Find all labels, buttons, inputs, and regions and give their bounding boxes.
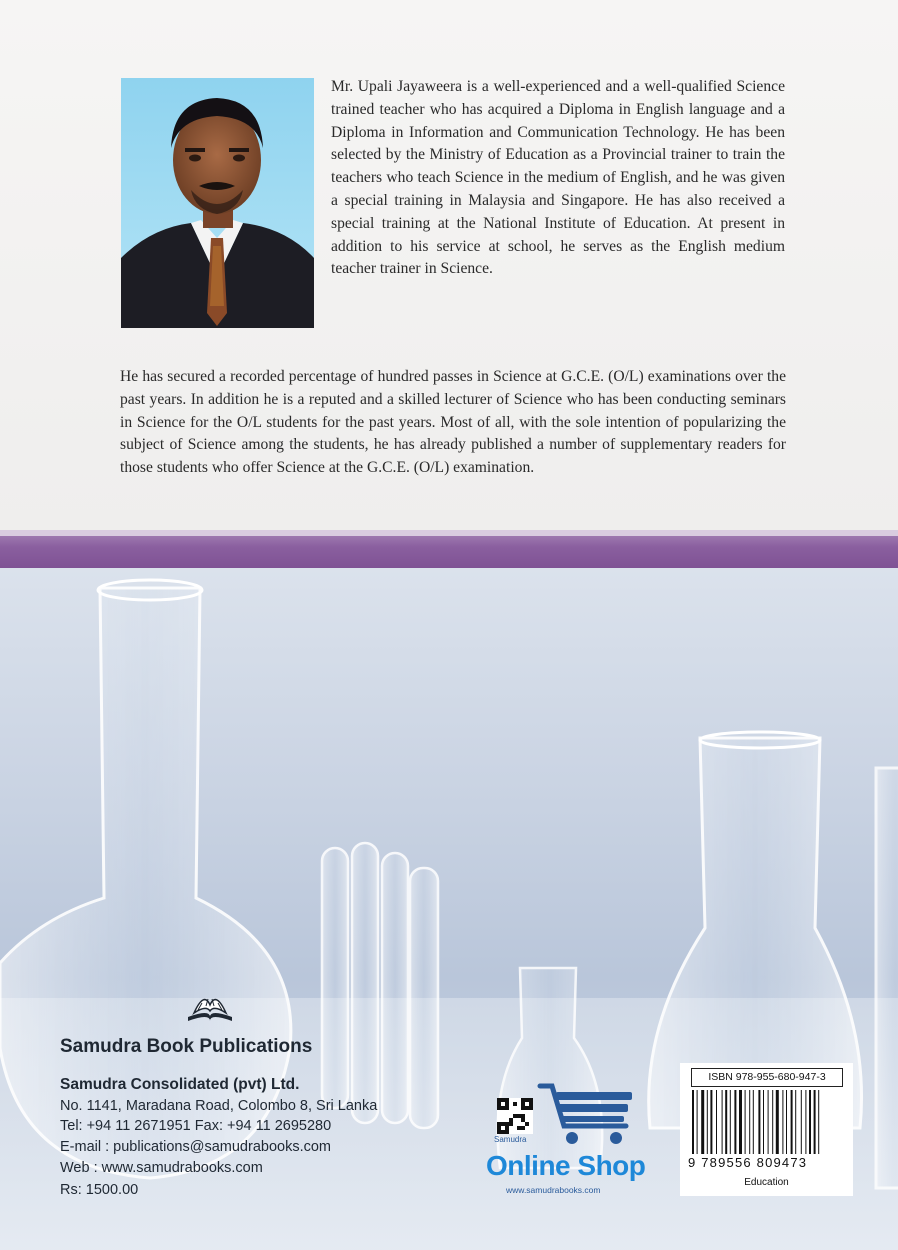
publisher-website: Web : www.samudrabooks.com xyxy=(60,1160,263,1176)
barcode xyxy=(692,1090,845,1154)
isbn-barcode-panel xyxy=(680,1063,853,1196)
online-shop-brand: Samudra xyxy=(494,1135,527,1144)
publisher-phone: Tel: +94 11 2671951 Fax: +94 11 2695280 xyxy=(60,1118,332,1134)
publisher-address: No. 1141, Maradana Road, Colombo 8, Sri Lanka xyxy=(60,1098,378,1114)
publisher-name: Samudra Book Publications xyxy=(60,1036,313,1057)
online-shop-label: Online Shop xyxy=(486,1150,646,1181)
purple-divider-band xyxy=(0,530,898,568)
isbn-number: ISBN 978-955-680-947-3 xyxy=(691,1068,843,1087)
author-bio-paragraph-1: Mr. Upali Jayaweera is a well-experienced and a well-qualified Science trained teacher who has acquired a Diploma in English language and a Diploma in Information and Communication Technology. He has been selected by the Ministry of Education as a Provincial trainer to train the teachers who teach Science in the medium of English, and he was given a special training in Malaysia and Singapore. He has also received a special training at the National Institute of Education. At present in addition to his service at school, he serves as the English medium teacher trainer in Science. xyxy=(331,78,785,278)
author-bio-paragraph-2: He has secured a recorded percentage of hundred passes in Science at G.C.E. (O/L) examinations over the past years. In addition he is a reputed and a skilled lecturer of Science who has been conducting seminars in Science for the O/L students for the past years. Most of all, with the sole intention of popularizing the subject of Science among the students, he has already published a number of supplementary readers for those students who offer Science at the G.C.E. (O/L) examination. xyxy=(120,368,786,477)
book-category: Education xyxy=(744,1177,789,1188)
author-portrait xyxy=(121,78,314,328)
publisher-company: Samudra Consolidated (pvt) Ltd. xyxy=(60,1076,300,1093)
open-book-logo-icon xyxy=(180,985,240,1025)
book-price: Rs: 1500.00 xyxy=(60,1182,139,1198)
publisher-email: E-mail : publications@samudrabooks.com xyxy=(60,1139,331,1155)
barcode-digits: 9 789556 809473 xyxy=(688,1155,808,1170)
online-shop-url: www.samudrabooks.com xyxy=(506,1185,601,1195)
